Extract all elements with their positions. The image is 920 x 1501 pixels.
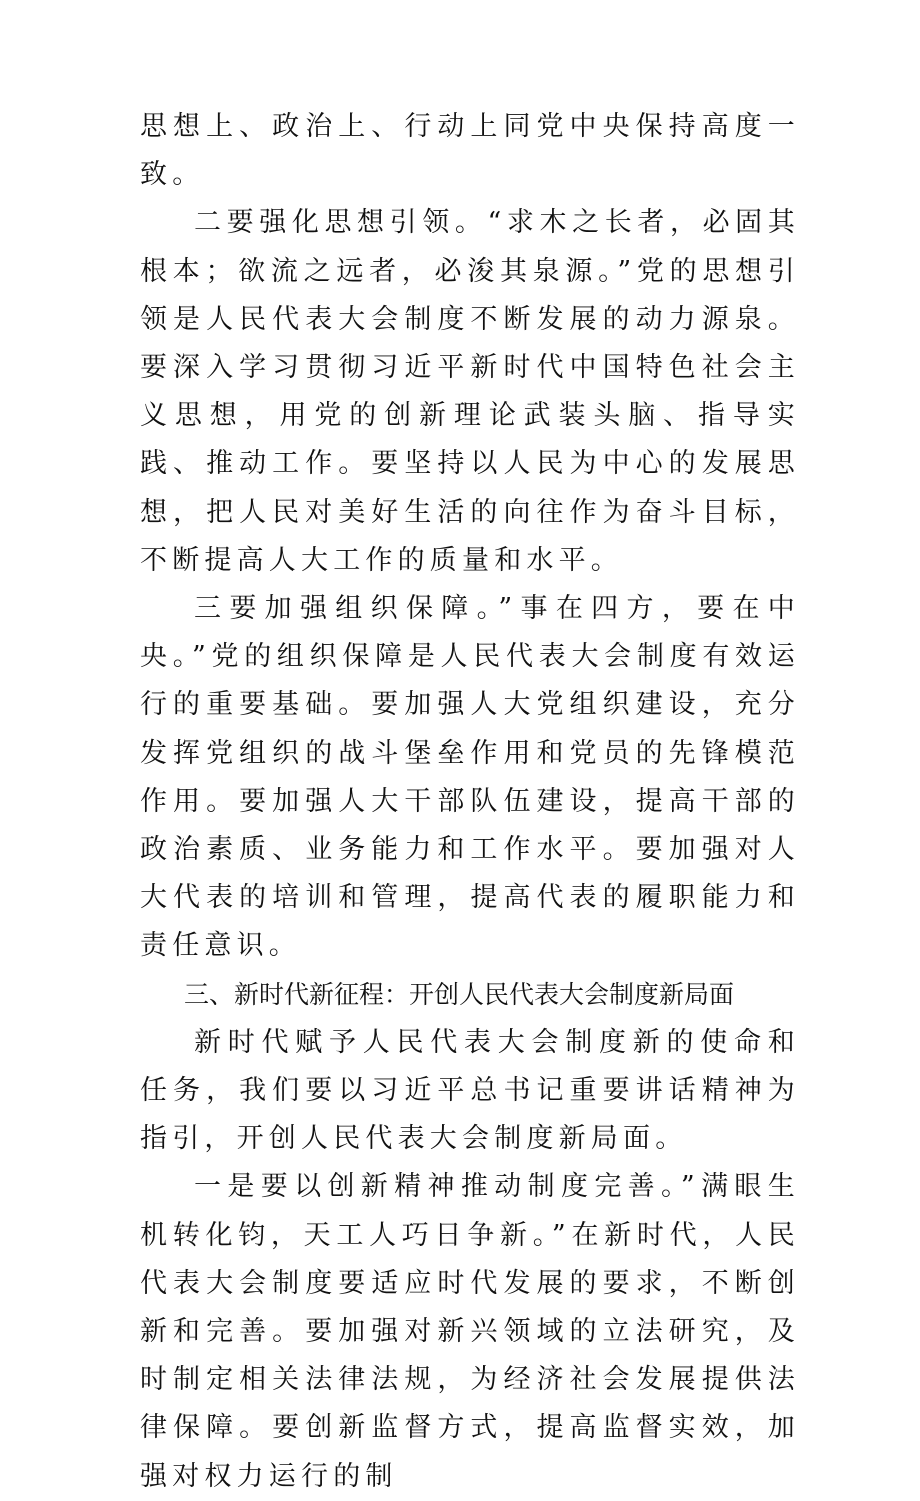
- section-heading: 三、新时代新征程：开创人民代表大会制度新局面: [184, 979, 735, 1009]
- paragraph-thought-leadership: 二要强化思想引领。“求木之长者，必固其根本；欲流之远者，必浚其泉源。”党的思想引领是人民代表大会制度不断发展的动力源泉。要深入学习贯彻习近平新时代中国特色社会主义思想，用党的创新理论武装头脑、指导实践、推动工作。要坚持以人民为中心的发展思想，把人民对美好生活的向往作为奋斗目标，不断提高人大工作的质量和水平。: [140, 207, 800, 576]
- paragraph-new-era-intro: 新时代赋予人民代表大会制度新的使命和任务，我们要以习近平总书记重要讲话精神为指引，开创人民代表大会制度新局面。: [140, 1026, 800, 1155]
- document-body: [140, 103, 800, 1501]
- paragraph-continuation: 思想上、政治上、行动上同党中央保持高度一致。: [140, 111, 800, 191]
- paragraph-innovation: 一是要以创新精神推动制度完善。”满眼生机转化钧，天工人巧日争新。”在新时代，人民代表大会制度要适应时代发展的要求，不断创新和完善。要加强对新兴领域的立法研究，及时制定相关法律法规，为经济社会发展提供法律保障。要创新监督方式，提高监督实效，加强对权力运行的制: [140, 1171, 800, 1492]
- paragraph-organizational-guarantee: 三要加强组织保障。”事在四方，要在中央。”党的组织保障是人民代表大会制度有效运行的重要基础。要加强人大党组织建设，充分发挥党组织的战斗堡垒作用和党员的先锋模范作用。要加强人大干部队伍建设，提高干部的政治素质、业务能力和工作水平。要加强对人大代表的培训和管理，提高代表的履职能力和责任意识。: [140, 593, 800, 962]
